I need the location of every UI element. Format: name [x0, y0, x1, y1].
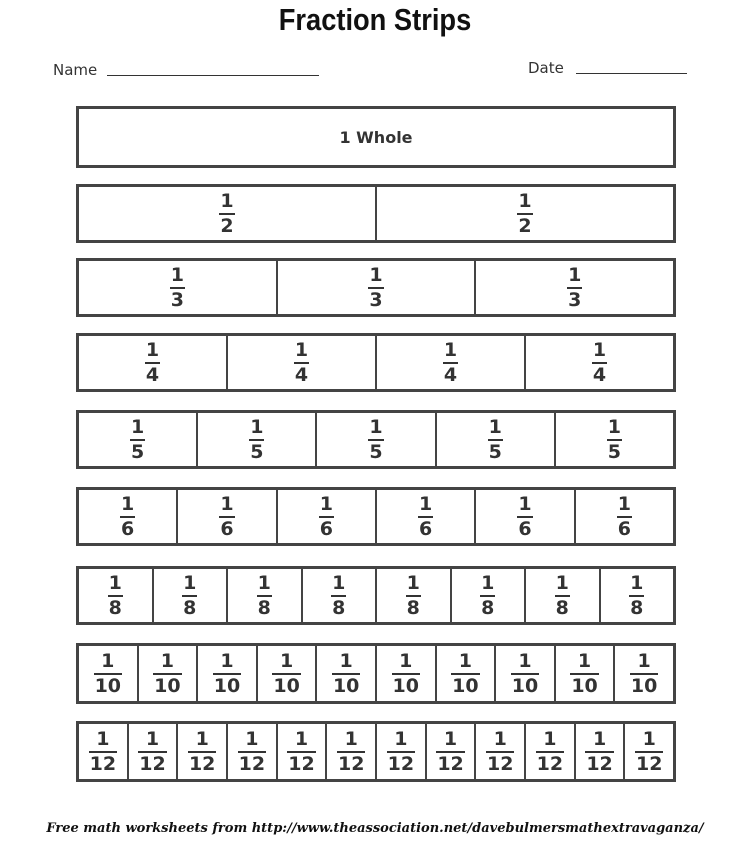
fraction [188, 727, 216, 775]
fraction [120, 492, 135, 540]
fraction [592, 338, 607, 386]
fraction-denominator: 2 [220, 214, 234, 237]
fraction-cell [375, 187, 673, 240]
fraction-denominator: 4 [592, 363, 607, 386]
name-label: Name [53, 61, 98, 79]
fraction [319, 492, 334, 540]
fraction-cell [79, 569, 152, 622]
fraction [145, 338, 160, 386]
fraction-cell [276, 724, 326, 779]
fraction-cell [79, 724, 127, 779]
strip-10ths [76, 643, 676, 704]
fraction [555, 571, 570, 619]
fraction-cell [301, 569, 376, 622]
fraction-denominator: 6 [419, 517, 433, 540]
strip-4ths [76, 333, 676, 392]
fraction-cell [79, 187, 375, 240]
fraction-denominator: 5 [130, 440, 145, 463]
fraction-cell [325, 724, 375, 779]
fraction [219, 189, 234, 237]
fraction-numerator: 1 [339, 649, 353, 672]
fraction [517, 189, 532, 237]
name-field[interactable] [107, 75, 319, 76]
fraction-denominator: 5 [250, 440, 264, 463]
fraction-numerator: 1 [195, 727, 209, 750]
fraction [488, 415, 503, 463]
fraction-numerator: 1 [121, 492, 135, 515]
fraction [406, 571, 421, 619]
fraction-denominator: 12 [387, 752, 415, 775]
fraction-cell [176, 490, 275, 543]
fraction-cell [375, 336, 524, 389]
whole-strip [76, 106, 676, 168]
fraction [213, 649, 241, 697]
fraction-cell [435, 646, 495, 701]
fraction-cell [574, 490, 673, 543]
fraction-denominator: 12 [188, 752, 216, 775]
fraction [392, 649, 420, 697]
fraction-denominator: 10 [213, 674, 241, 697]
fraction [238, 727, 266, 775]
fraction-numerator: 1 [130, 415, 145, 438]
fraction-numerator: 1 [160, 649, 174, 672]
fraction-denominator: 10 [94, 674, 122, 697]
fraction [337, 727, 365, 775]
fraction-numerator: 1 [443, 727, 458, 750]
fraction-numerator: 1 [220, 492, 234, 515]
fraction-denominator: 10 [154, 674, 181, 697]
fraction-cell [79, 336, 226, 389]
fraction-numerator: 1 [145, 727, 160, 750]
fraction [249, 415, 264, 463]
fraction-denominator: 4 [145, 363, 160, 386]
fraction-numerator: 1 [344, 727, 358, 750]
fraction [629, 571, 644, 619]
fraction-denominator: 12 [536, 752, 564, 775]
fraction-denominator: 6 [220, 517, 234, 540]
fraction-numerator: 1 [630, 571, 644, 594]
fraction [451, 649, 479, 697]
fraction-cell [474, 724, 524, 779]
fraction [272, 649, 300, 697]
fraction-numerator: 1 [488, 415, 502, 438]
fraction-cell [524, 336, 673, 389]
fraction-numerator: 1 [607, 415, 622, 438]
fraction-denominator: 8 [555, 596, 569, 619]
strip-2ths [76, 184, 676, 243]
date-label: Date [528, 59, 564, 77]
fraction [94, 649, 122, 697]
fraction-numerator: 1 [577, 649, 592, 672]
fraction-numerator: 1 [145, 338, 160, 361]
strip-5ths [76, 410, 676, 469]
fraction-cell [574, 724, 624, 779]
fraction-numerator: 1 [458, 649, 472, 672]
fraction-denominator: 10 [452, 674, 479, 697]
fraction-denominator: 12 [89, 752, 117, 775]
fraction-cell [623, 724, 673, 779]
fraction-denominator: 10 [273, 674, 300, 697]
fraction [443, 338, 458, 386]
fraction-cell [79, 646, 137, 701]
fraction-numerator: 1 [101, 649, 115, 672]
fraction [294, 338, 309, 386]
fraction-numerator: 1 [220, 189, 234, 212]
fraction [635, 727, 663, 775]
fraction-denominator: 8 [257, 596, 271, 619]
fraction [130, 415, 145, 463]
fraction-cell [425, 724, 475, 779]
fraction [257, 571, 272, 619]
fraction-numerator: 1 [617, 492, 631, 515]
fraction-denominator: 8 [183, 596, 197, 619]
fraction-denominator: 8 [332, 596, 346, 619]
fraction [630, 649, 658, 697]
fraction-cell [474, 490, 573, 543]
fraction [570, 649, 598, 697]
fraction [418, 492, 433, 540]
page-title: Fraction Strips [278, 2, 472, 37]
fraction [153, 649, 181, 697]
fraction [89, 727, 117, 775]
fraction-numerator: 1 [592, 727, 607, 750]
fraction-denominator: 10 [630, 674, 658, 697]
fraction [517, 492, 532, 540]
fraction-cell [554, 413, 673, 466]
fraction [287, 727, 315, 775]
fraction-denominator: 10 [332, 674, 360, 697]
fraction-numerator: 1 [518, 189, 532, 212]
fraction-numerator: 1 [332, 571, 346, 594]
fraction [607, 415, 622, 463]
fraction-denominator: 5 [369, 440, 383, 463]
fraction [480, 571, 495, 619]
fraction-cell [613, 646, 673, 701]
strip-3ths [76, 258, 676, 317]
fraction [368, 263, 383, 311]
fraction-denominator: 2 [518, 214, 532, 237]
fraction-numerator: 1 [543, 727, 557, 750]
fraction-numerator: 1 [245, 727, 259, 750]
fraction-cell [226, 569, 301, 622]
whole-label: 1 Whole [339, 127, 413, 147]
fraction-cell [276, 261, 475, 314]
fraction [436, 727, 464, 775]
fraction-denominator: 12 [337, 752, 365, 775]
strip-6ths [76, 487, 676, 546]
fraction-cell [79, 261, 276, 314]
fraction-cell [599, 569, 674, 622]
fraction [536, 727, 564, 775]
fraction-numerator: 1 [294, 727, 309, 750]
fraction-cell [375, 490, 474, 543]
fraction-cell [137, 646, 197, 701]
fraction [331, 571, 346, 619]
fraction-numerator: 1 [493, 727, 507, 750]
fraction-numerator: 1 [96, 727, 110, 750]
fraction-cell [176, 724, 226, 779]
fraction [387, 727, 415, 775]
fraction-denominator: 12 [586, 752, 613, 775]
fraction-cell [375, 646, 435, 701]
fraction-numerator: 1 [592, 338, 607, 361]
fraction [138, 727, 166, 775]
fraction-numerator: 1 [319, 492, 333, 515]
strip-12ths [76, 721, 676, 782]
fraction-numerator: 1 [279, 649, 294, 672]
fraction [332, 649, 360, 697]
fraction-numerator: 1 [443, 338, 458, 361]
fraction-numerator: 1 [183, 571, 197, 594]
fraction-numerator: 1 [637, 649, 651, 672]
fraction-denominator: 12 [636, 752, 663, 775]
footer-credit: Free math worksheets from http://www.theassociation.net/davebulmersmathextravaganza/ [46, 821, 704, 836]
fraction-numerator: 1 [518, 649, 532, 672]
fraction-cell [276, 490, 375, 543]
fraction-cell [375, 724, 425, 779]
fraction-numerator: 1 [481, 571, 495, 594]
fraction-denominator: 12 [139, 752, 166, 775]
fraction-denominator: 3 [369, 288, 383, 311]
fraction-denominator: 6 [319, 517, 333, 540]
fraction-numerator: 1 [642, 727, 656, 750]
fraction [108, 571, 123, 619]
fraction-numerator: 1 [170, 263, 184, 286]
fraction-cell [79, 490, 176, 543]
fraction-numerator: 1 [518, 492, 532, 515]
fraction-cell [435, 413, 554, 466]
fraction-denominator: 5 [607, 440, 622, 463]
fraction-denominator: 5 [488, 440, 502, 463]
fraction-denominator: 6 [121, 517, 135, 540]
fraction [219, 492, 234, 540]
fraction-denominator: 3 [568, 288, 582, 311]
fraction-cell [196, 646, 256, 701]
fraction [585, 727, 613, 775]
fraction-numerator: 1 [419, 492, 433, 515]
fraction-cell [196, 413, 315, 466]
fraction-denominator: 10 [392, 674, 419, 697]
fraction-numerator: 1 [399, 649, 413, 672]
fraction-cell [524, 569, 599, 622]
fraction-numerator: 1 [257, 571, 271, 594]
fraction [368, 415, 383, 463]
fraction-cell [494, 646, 554, 701]
fraction-denominator: 4 [294, 363, 309, 386]
fraction-denominator: 8 [406, 596, 420, 619]
fraction-cell [79, 413, 196, 466]
fraction-cell [152, 569, 227, 622]
fraction-denominator: 6 [518, 517, 532, 540]
fraction-numerator: 1 [394, 727, 408, 750]
fraction-denominator: 8 [481, 596, 495, 619]
fraction-denominator: 10 [571, 674, 598, 697]
fraction-cell [315, 413, 434, 466]
fraction-cell [450, 569, 525, 622]
fraction-numerator: 1 [250, 415, 264, 438]
fraction-denominator: 3 [170, 288, 184, 311]
fraction-cell [554, 646, 614, 701]
fraction-denominator: 4 [443, 363, 458, 386]
fraction [182, 571, 197, 619]
fraction-denominator: 12 [288, 752, 315, 775]
fraction-numerator: 1 [369, 415, 383, 438]
fraction [617, 492, 632, 540]
fraction [567, 263, 582, 311]
fraction-denominator: 8 [630, 596, 644, 619]
fraction-numerator: 1 [406, 571, 420, 594]
fraction-numerator: 1 [568, 263, 582, 286]
fraction-denominator: 12 [238, 752, 266, 775]
date-field[interactable] [576, 73, 687, 74]
strip-8ths [76, 566, 676, 625]
fraction-cell [524, 724, 574, 779]
fraction-denominator: 6 [617, 517, 631, 540]
fraction [170, 263, 185, 311]
fraction-numerator: 1 [108, 571, 122, 594]
fraction [486, 727, 514, 775]
fraction-cell [375, 569, 450, 622]
fraction-numerator: 1 [369, 263, 383, 286]
fraction-cell [474, 261, 673, 314]
fraction-denominator: 8 [108, 596, 122, 619]
fraction-numerator: 1 [294, 338, 309, 361]
fraction-cell [315, 646, 375, 701]
fraction-cell [226, 724, 276, 779]
fraction-cell [256, 646, 316, 701]
fraction-denominator: 12 [486, 752, 514, 775]
fraction-numerator: 1 [555, 571, 569, 594]
fraction-denominator: 12 [437, 752, 464, 775]
fraction [511, 649, 539, 697]
fraction-numerator: 1 [220, 649, 234, 672]
fraction-cell [127, 724, 177, 779]
fraction-cell [226, 336, 375, 389]
fraction-denominator: 10 [511, 674, 539, 697]
